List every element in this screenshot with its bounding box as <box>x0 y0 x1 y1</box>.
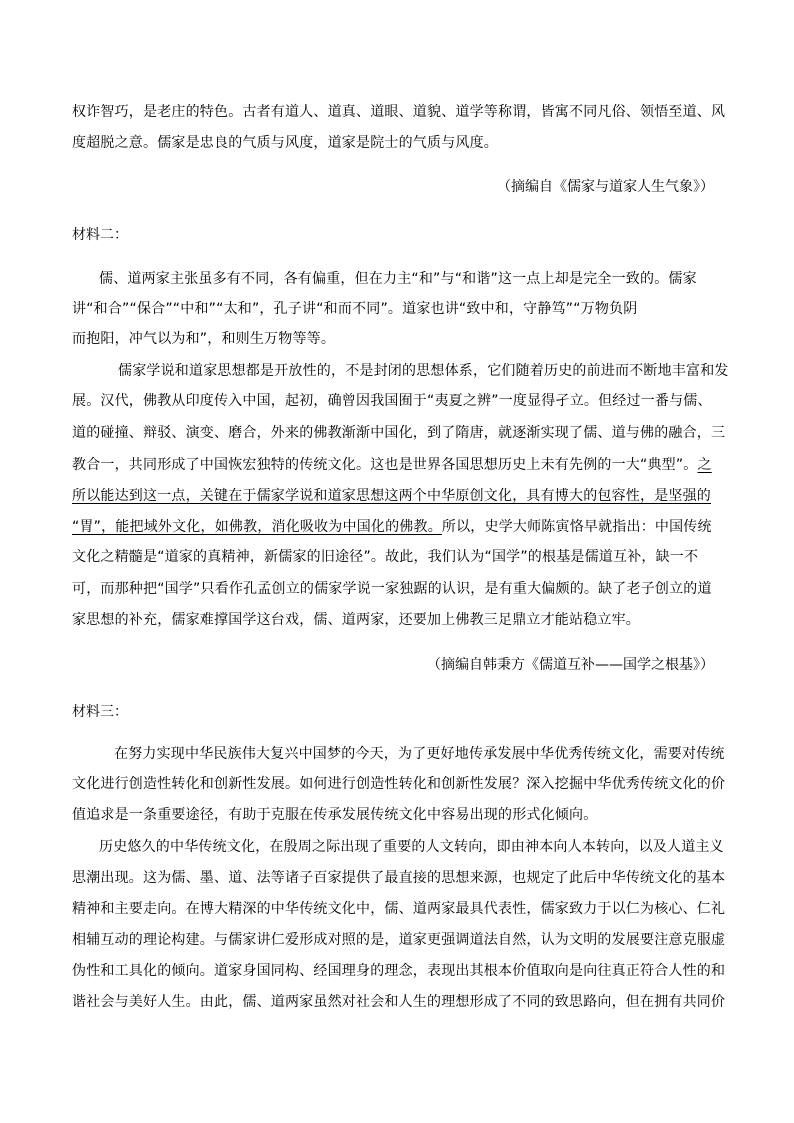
paragraph-line: 展。汉代，佛教从印度传入中国，起初，确曾因我国囿于“夷夏之辨”一度显得孑立。但经过一番与儒、 <box>72 393 712 409</box>
source-citation: （摘编自韩秉方《儒道互补——国学之根基》） <box>427 657 714 673</box>
underlined-segment: 之 <box>697 457 712 473</box>
paragraph-line: 思潮出现。这为儒、墨、道、法等诸子百家提供了最直接的思想来源，也规定了此后中华传统文化的基本 <box>72 870 726 886</box>
text-segment: 教合一，共同形成了中国恢宏独特的传统文化。这也是世界各国思想历史上未有先例的一大“典型”。 <box>72 457 698 473</box>
paragraph-line: 文化进行创造性转化和创新性发展。如何进行创造性转化和创新性发展？深入挖掘中华优秀传统文化的价 <box>72 776 726 792</box>
underlined-line: 所以能达到这一点，关键在于儒家学说和道家思想这两个中华原创文化，具有博大的包容性，是坚强的 <box>72 488 711 504</box>
paragraph-line: 家思想的补充，儒家难撑国学这台戏，儒、道两家，还要加上佛教三足鼎立才能站稳立牢。 <box>72 612 640 628</box>
paragraph-line: 而抱阳，冲气以为和”，和则生万物等等。 <box>72 331 336 347</box>
paragraph-line: 儒、道两家主张虽多有不同，各有偏重，但在力主“和”与“和谐”这一点上却是完全一致的。儒家 <box>99 271 697 287</box>
paragraph-line: 文化之精髓是“道家的真精神，新儒家的旧途径”。故此，我们认为“国学”的根基是儒道互补，缺一不 <box>72 549 699 565</box>
paragraph-line: 度超脱之意。儒家是忠良的气质与风度，道家是院士的气质与风度。 <box>72 135 498 151</box>
paragraph-line: 精神和主要走向。在博大精深的中华传统文化中，儒、道两家最具代表性，儒家致力于以仁为核心、仁礼 <box>72 901 726 917</box>
underlined-segment: “胃”，能把域外文化，如佛教，消化吸收为中国化的佛教。 <box>72 519 442 535</box>
paragraph-line: 道的碰撞、辩驳、演变、磨合，外来的佛教渐渐中国化，到了隋唐，就逐渐实现了儒、道与佛的融合，三 <box>72 425 726 441</box>
source-citation: （摘编自《儒家与道家人生气象》） <box>497 179 714 195</box>
paragraph-line <box>72 456 712 474</box>
paragraph-line: 在努力实现中华民族伟大复兴中国梦的今天，为了更好地传承发展中华优秀传统文化，需要对传统 <box>114 746 725 762</box>
paragraph-line: 值追求是一条重要途径，有助于克服在传承发展传统文化中容易出现的形式化倾向。 <box>72 807 598 823</box>
paragraph-line: 儒家学说和道家思想都是开放性的，不是封闭的思想体系，它们随着历史的前进而不断地丰富和发 <box>118 363 729 379</box>
paragraph-line: 历史悠久的中华传统文化，在殷周之际出现了重要的人文转向，即由神本向人本转向，以及人道主义 <box>99 839 724 855</box>
text-segment: 所以，史学大师陈寅恪早就指出：中国传统 <box>441 519 712 535</box>
paragraph-line: 可，而那种把“国学”只看作孔孟创立的儒家学说一家独踞的认识，是有重大偏颇的。缺了老子创立的道 <box>72 581 712 597</box>
paragraph-line: 讲“和合”“保合”“中和”“太和”，孔子讲“和而不同”。道家也讲“致中和，守静笃”“万物负阴 <box>72 301 638 317</box>
paragraph-line: 权诈智巧，是老庄的特色。古者有道人、道真、道眼、道貌、道学等称谓，皆寓不同凡俗、领悟至道、风 <box>72 104 726 120</box>
paragraph-line: 相辅互动的理论构建。与儒家讲仁爱形成对照的是，道家更强调道法自然，认为文明的发展要注意克服虚 <box>72 932 726 948</box>
paragraph-line: 谐社会与美好人生。由此，儒、道两家虽然对社会和人生的理想形成了不同的致思路向，但在拥有共同价 <box>72 994 726 1010</box>
paragraph-line: 伪性和工具化的倾向。道家身国同构、经国理身的理念，表现出其根本价值取向是向往真正符合人性的和 <box>72 963 726 979</box>
section-label: 材料三： <box>72 704 128 720</box>
section-label: 材料二： <box>72 227 128 243</box>
paragraph-line <box>72 518 712 536</box>
